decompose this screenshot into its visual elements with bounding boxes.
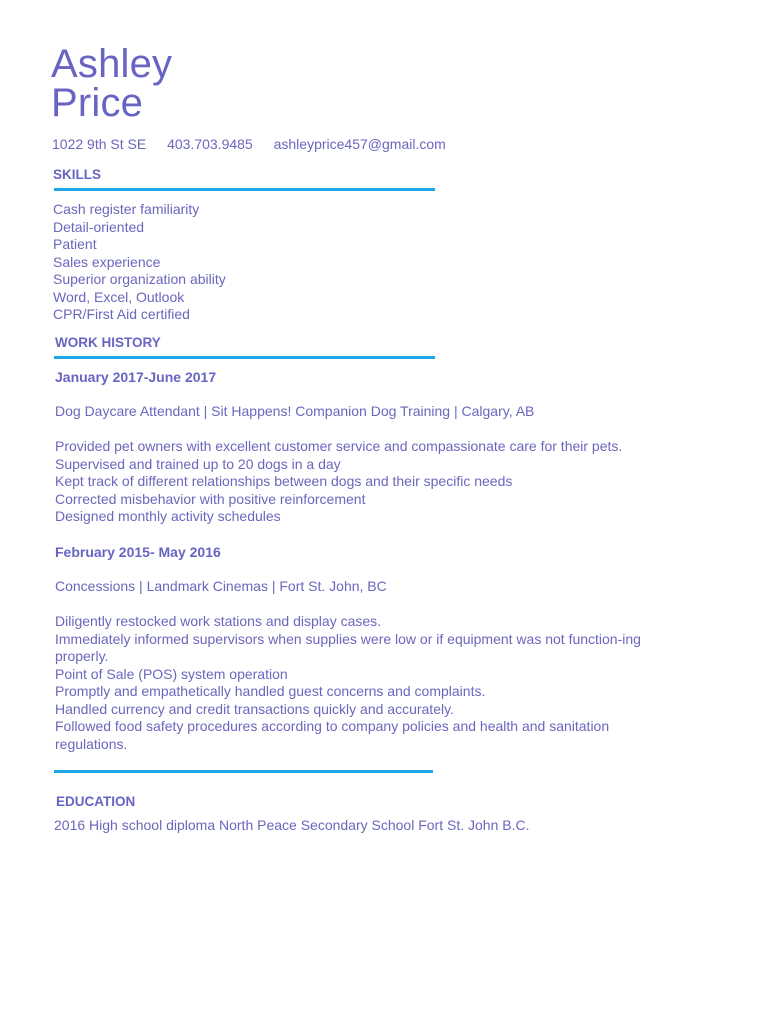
name-last: Price [51, 81, 144, 125]
name-first: Ashley [51, 42, 173, 86]
job-duty: Provided pet owners with excellent customer service and compassionate care for their pets. [55, 438, 623, 454]
work-history-divider [54, 356, 435, 359]
email: ashleyprice457@gmail.com [273, 136, 446, 152]
job-title: Concessions | Landmark Cinemas | Fort St. John, BC [55, 578, 387, 594]
skills-list [53, 201, 226, 324]
job-duty: Kept track of different relationships between dogs and their specific needs [55, 473, 513, 489]
skills-heading: SKILLS [53, 167, 102, 182]
job-title: Dog Daycare Attendant | Sit Happens! Companion Dog Training | Calgary, AB [55, 403, 535, 419]
job-duties-list [55, 613, 660, 753]
job-duty: Handled currency and credit transactions quickly and accurately. [55, 700, 454, 717]
job-dates: February 2015- May 2016 [55, 544, 221, 560]
education-divider [54, 770, 433, 773]
education-heading: EDUCATION [56, 794, 136, 809]
address: 1022 9th St SE [52, 136, 147, 152]
skill-item: Sales experience [53, 253, 161, 270]
skill-item: Cash register familiarity [53, 201, 200, 217]
work-history-heading: WORK HISTORY [55, 335, 161, 350]
job-duty: Designed monthly activity schedules [55, 508, 281, 524]
job-duty: Followed food safety procedures according to company policies and health and sanitation regulations. [55, 718, 610, 752]
phone: 403.703.9485 [167, 136, 253, 152]
skills-divider [54, 188, 435, 191]
skill-item: Detail-oriented [53, 218, 145, 235]
skill-item: CPR/First Aid certified [53, 306, 190, 322]
skill-item: Superior organization ability [53, 271, 226, 287]
contact-line [52, 136, 463, 152]
job-duty: Supervised and trained up to 20 dogs in a day [55, 455, 341, 472]
job-duty: Corrected misbehavior with positive reinforcement [55, 490, 366, 507]
job-duty: Diligently restocked work stations and display cases. [55, 613, 382, 629]
job-duty: Immediately informed supervisors when supplies were low or if equipment was not function-ing properly. [55, 630, 641, 664]
job-duty: Point of Sale (POS) system operation [55, 665, 288, 682]
job-dates: January 2017-June 2017 [55, 369, 217, 385]
job-duties-list [55, 438, 660, 526]
skill-item: Word, Excel, Outlook [53, 288, 185, 305]
job-duty: Promptly and empathetically handled guest concerns and complaints. [55, 683, 486, 699]
education-entry: 2016 High school diploma North Peace Secondary School Fort St. John B.C. [54, 817, 530, 833]
skill-item: Patient [53, 236, 97, 252]
